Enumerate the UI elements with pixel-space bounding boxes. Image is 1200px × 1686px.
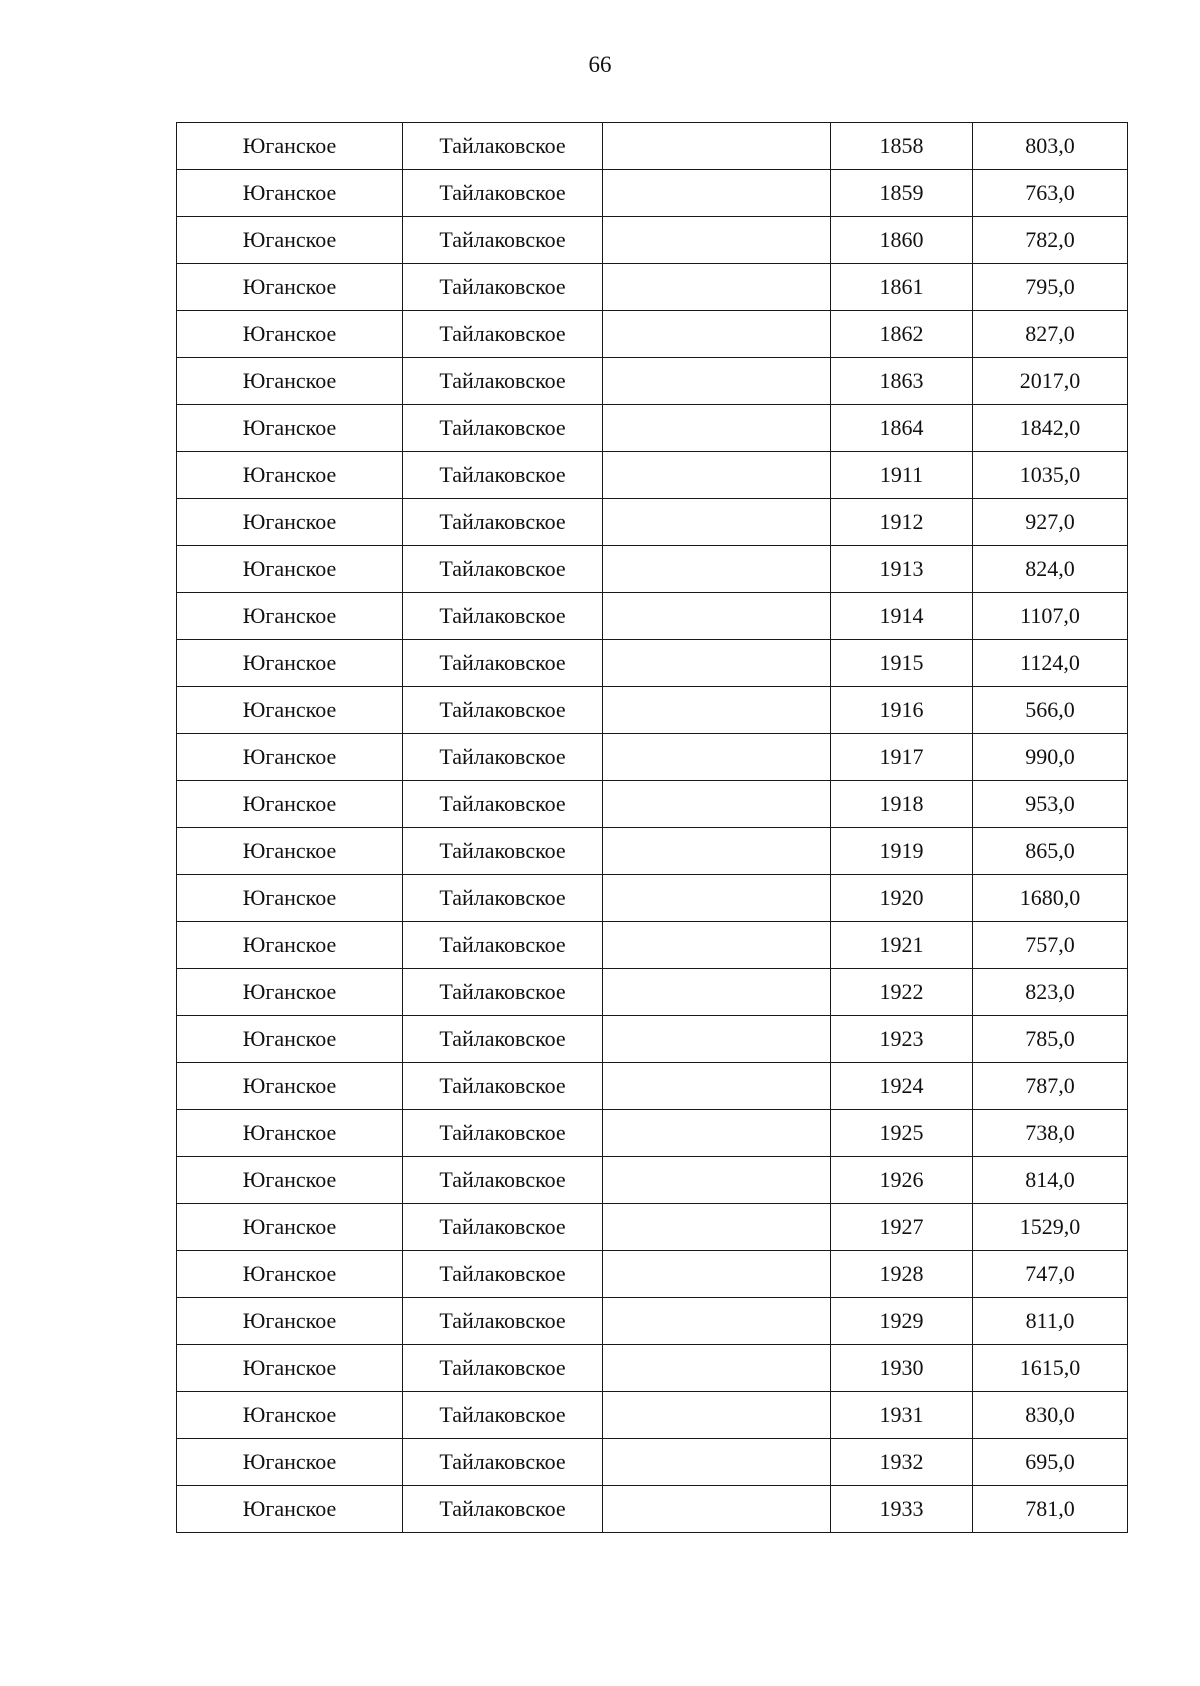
cell-district: Юганское: [177, 546, 403, 593]
cell-value: 830,0: [973, 1392, 1128, 1439]
cell-note: [603, 1298, 831, 1345]
cell-value: 1842,0: [973, 405, 1128, 452]
cell-district: Юганское: [177, 734, 403, 781]
cell-note: [603, 781, 831, 828]
cell-note: [603, 1251, 831, 1298]
table-row: [177, 1063, 1128, 1110]
table-row: [177, 264, 1128, 311]
cell-code: 1931: [831, 1392, 973, 1439]
table-row: [177, 1110, 1128, 1157]
cell-code: 1932: [831, 1439, 973, 1486]
cell-value: 990,0: [973, 734, 1128, 781]
cell-settlement: Тайлаковское: [403, 499, 603, 546]
table-row: [177, 311, 1128, 358]
cell-settlement: Тайлаковское: [403, 969, 603, 1016]
table-row: [177, 1016, 1128, 1063]
cell-note: [603, 1392, 831, 1439]
cell-value: 1615,0: [973, 1345, 1128, 1392]
cell-code: 1861: [831, 264, 973, 311]
cell-value: 803,0: [973, 123, 1128, 170]
cell-settlement: Тайлаковское: [403, 734, 603, 781]
cell-settlement: Тайлаковское: [403, 170, 603, 217]
table-row: [177, 405, 1128, 452]
cell-settlement: Тайлаковское: [403, 781, 603, 828]
cell-code: 1858: [831, 123, 973, 170]
cell-code: 1922: [831, 969, 973, 1016]
cell-district: Юганское: [177, 358, 403, 405]
cell-note: [603, 875, 831, 922]
cell-settlement: Тайлаковское: [403, 687, 603, 734]
table-row: [177, 640, 1128, 687]
cell-note: [603, 452, 831, 499]
cell-note: [603, 170, 831, 217]
table-row: [177, 1345, 1128, 1392]
cell-district: Юганское: [177, 875, 403, 922]
cell-settlement: Тайлаковское: [403, 1063, 603, 1110]
cell-note: [603, 687, 831, 734]
cell-note: [603, 264, 831, 311]
cell-code: 1929: [831, 1298, 973, 1345]
cell-district: Юганское: [177, 123, 403, 170]
cell-value: 1035,0: [973, 452, 1128, 499]
table-row: [177, 1439, 1128, 1486]
cell-note: [603, 734, 831, 781]
cell-code: 1918: [831, 781, 973, 828]
table-row: [177, 217, 1128, 264]
cell-code: 1913: [831, 546, 973, 593]
cell-value: 814,0: [973, 1157, 1128, 1204]
cell-note: [603, 593, 831, 640]
cell-district: Юганское: [177, 170, 403, 217]
cell-settlement: Тайлаковское: [403, 452, 603, 499]
cell-value: 927,0: [973, 499, 1128, 546]
cell-note: [603, 499, 831, 546]
table-row: [177, 781, 1128, 828]
cell-code: 1915: [831, 640, 973, 687]
cell-note: [603, 217, 831, 264]
cell-settlement: Тайлаковское: [403, 1298, 603, 1345]
cell-note: [603, 828, 831, 875]
cell-settlement: Тайлаковское: [403, 828, 603, 875]
table-row: [177, 123, 1128, 170]
cell-district: Юганское: [177, 405, 403, 452]
cell-note: [603, 1486, 831, 1533]
page-number: 66: [588, 52, 612, 77]
cell-code: 1923: [831, 1016, 973, 1063]
cell-note: [603, 1157, 831, 1204]
table-row: [177, 593, 1128, 640]
cell-value: 824,0: [973, 546, 1128, 593]
cell-district: Юганское: [177, 593, 403, 640]
cell-code: 1862: [831, 311, 973, 358]
cell-value: 1124,0: [973, 640, 1128, 687]
cell-district: Юганское: [177, 264, 403, 311]
cell-note: [603, 1016, 831, 1063]
cell-district: Юганское: [177, 499, 403, 546]
cell-settlement: Тайлаковское: [403, 1016, 603, 1063]
cell-code: 1860: [831, 217, 973, 264]
cell-value: 823,0: [973, 969, 1128, 1016]
cell-settlement: Тайлаковское: [403, 1345, 603, 1392]
cell-code: 1916: [831, 687, 973, 734]
cell-code: 1919: [831, 828, 973, 875]
table-row: [177, 828, 1128, 875]
cell-note: [603, 123, 831, 170]
table-row: [177, 922, 1128, 969]
cell-value: 738,0: [973, 1110, 1128, 1157]
cell-code: 1924: [831, 1063, 973, 1110]
cell-code: 1863: [831, 358, 973, 405]
cell-district: Юганское: [177, 922, 403, 969]
cell-note: [603, 1439, 831, 1486]
table-row: [177, 875, 1128, 922]
cell-value: 811,0: [973, 1298, 1128, 1345]
cell-note: [603, 640, 831, 687]
cell-district: Юганское: [177, 1157, 403, 1204]
cell-code: 1921: [831, 922, 973, 969]
cell-value: 865,0: [973, 828, 1128, 875]
cell-district: Юганское: [177, 311, 403, 358]
table-row: [177, 452, 1128, 499]
cell-code: 1911: [831, 452, 973, 499]
cell-code: 1930: [831, 1345, 973, 1392]
cell-district: Юганское: [177, 1486, 403, 1533]
cell-note: [603, 405, 831, 452]
cell-value: 1529,0: [973, 1204, 1128, 1251]
cell-settlement: Тайлаковское: [403, 922, 603, 969]
cell-district: Юганское: [177, 1345, 403, 1392]
table-row: [177, 1204, 1128, 1251]
cell-value: 1107,0: [973, 593, 1128, 640]
cell-settlement: Тайлаковское: [403, 217, 603, 264]
cell-code: 1920: [831, 875, 973, 922]
cell-value: 795,0: [973, 264, 1128, 311]
cell-district: Юганское: [177, 1392, 403, 1439]
cell-note: [603, 922, 831, 969]
cell-settlement: Тайлаковское: [403, 1204, 603, 1251]
cell-settlement: Тайлаковское: [403, 405, 603, 452]
cell-settlement: Тайлаковское: [403, 1251, 603, 1298]
cell-district: Юганское: [177, 1204, 403, 1251]
table-row: [177, 687, 1128, 734]
cell-note: [603, 311, 831, 358]
cell-value: 782,0: [973, 217, 1128, 264]
cell-district: Юганское: [177, 781, 403, 828]
cell-district: Юганское: [177, 969, 403, 1016]
cell-district: Юганское: [177, 640, 403, 687]
cell-settlement: Тайлаковское: [403, 1439, 603, 1486]
cell-code: 1912: [831, 499, 973, 546]
cell-value: 763,0: [973, 170, 1128, 217]
cell-settlement: Тайлаковское: [403, 1157, 603, 1204]
cell-value: 785,0: [973, 1016, 1128, 1063]
cell-settlement: Тайлаковское: [403, 1110, 603, 1157]
table-row: [177, 1298, 1128, 1345]
cell-code: 1864: [831, 405, 973, 452]
cell-value: 1680,0: [973, 875, 1128, 922]
cell-district: Юганское: [177, 1063, 403, 1110]
table-row: [177, 1486, 1128, 1533]
table-row: [177, 358, 1128, 405]
cell-value: 781,0: [973, 1486, 1128, 1533]
data-table: [176, 122, 1128, 1533]
cell-settlement: Тайлаковское: [403, 1486, 603, 1533]
cell-value: 566,0: [973, 687, 1128, 734]
cell-district: Юганское: [177, 828, 403, 875]
cell-value: 757,0: [973, 922, 1128, 969]
cell-note: [603, 1345, 831, 1392]
cell-value: 695,0: [973, 1439, 1128, 1486]
cell-code: 1859: [831, 170, 973, 217]
cell-value: 827,0: [973, 311, 1128, 358]
cell-code: 1928: [831, 1251, 973, 1298]
cell-district: Юганское: [177, 1298, 403, 1345]
cell-settlement: Тайлаковское: [403, 311, 603, 358]
table-row: [177, 1392, 1128, 1439]
table-row: [177, 969, 1128, 1016]
cell-settlement: Тайлаковское: [403, 1392, 603, 1439]
cell-settlement: Тайлаковское: [403, 546, 603, 593]
cell-settlement: Тайлаковское: [403, 593, 603, 640]
cell-district: Юганское: [177, 1439, 403, 1486]
table-row: [177, 170, 1128, 217]
cell-note: [603, 969, 831, 1016]
cell-note: [603, 1110, 831, 1157]
table-row: [177, 734, 1128, 781]
cell-value: 2017,0: [973, 358, 1128, 405]
cell-code: 1914: [831, 593, 973, 640]
table-row: [177, 499, 1128, 546]
cell-district: Юганское: [177, 687, 403, 734]
cell-settlement: Тайлаковское: [403, 264, 603, 311]
table-body: [177, 123, 1128, 1533]
cell-district: Юганское: [177, 217, 403, 264]
cell-code: 1917: [831, 734, 973, 781]
cell-district: Юганское: [177, 452, 403, 499]
cell-note: [603, 546, 831, 593]
cell-district: Юганское: [177, 1110, 403, 1157]
cell-settlement: Тайлаковское: [403, 358, 603, 405]
cell-value: 787,0: [973, 1063, 1128, 1110]
cell-district: Юганское: [177, 1016, 403, 1063]
cell-code: 1933: [831, 1486, 973, 1533]
cell-district: Юганское: [177, 1251, 403, 1298]
cell-settlement: Тайлаковское: [403, 875, 603, 922]
cell-code: 1925: [831, 1110, 973, 1157]
cell-value: 747,0: [973, 1251, 1128, 1298]
cell-value: 953,0: [973, 781, 1128, 828]
table-row: [177, 1251, 1128, 1298]
cell-settlement: Тайлаковское: [403, 640, 603, 687]
table-row: [177, 1157, 1128, 1204]
cell-note: [603, 358, 831, 405]
table-row: [177, 546, 1128, 593]
cell-note: [603, 1063, 831, 1110]
cell-note: [603, 1204, 831, 1251]
cell-settlement: Тайлаковское: [403, 123, 603, 170]
cell-code: 1926: [831, 1157, 973, 1204]
cell-code: 1927: [831, 1204, 973, 1251]
